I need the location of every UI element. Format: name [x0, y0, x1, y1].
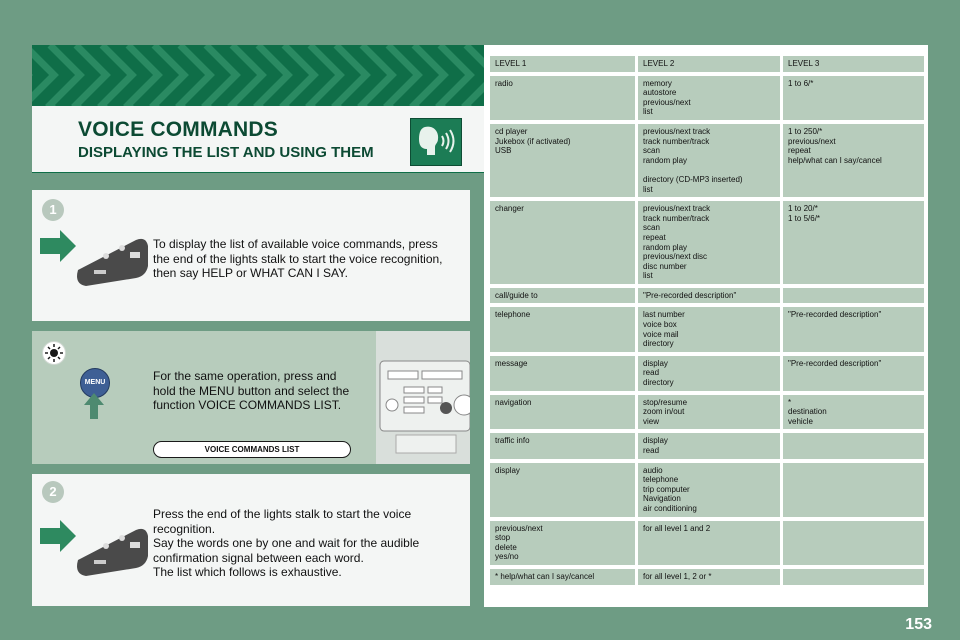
table-cell-level-2: previous/next track track number/track scan repeat random play previous/next disc disc number list: [638, 201, 783, 284]
table-cell-level-2: "Pre-recorded description": [638, 288, 783, 304]
table-cell-level-3: [783, 569, 924, 585]
table-cell-level-2: display read: [638, 433, 783, 458]
voice-speaking-icon: [410, 118, 462, 166]
header-level-2: LEVEL 2: [638, 56, 783, 72]
table-cell-level-2: display read directory: [638, 356, 783, 391]
table-cell-level-1: changer: [490, 201, 638, 284]
table-cell-level-1: previous/next stop delete yes/no: [490, 521, 638, 565]
tip-text: For the same operation, press and hold the MENU button and select the function VOICE COMMANDS LIST.: [153, 369, 350, 412]
tip-panel: [32, 331, 470, 464]
page-number: 153: [905, 616, 932, 633]
header-level-3: LEVEL 3: [783, 56, 924, 72]
table-cell-level-1: radio: [490, 76, 638, 120]
table-cell-level-3: "Pre-recorded description": [783, 307, 924, 351]
header-level-1: LEVEL 1: [490, 56, 638, 72]
lights-stalk-icon: [38, 226, 150, 288]
menu-button-icon: MENU: [80, 368, 110, 398]
table-row: [490, 463, 924, 517]
table-row: [490, 307, 924, 351]
table-cell-level-3: * destination vehicle: [783, 395, 924, 430]
table-row: [490, 395, 924, 430]
table-cell-level-3: [783, 288, 924, 304]
table-cell-level-2: memory autostore previous/next list: [638, 76, 783, 120]
table-header-row: [490, 56, 924, 72]
step2-text: Press the end of the lights stalk to start the voice recognition. Say the words one by one and wait for the audible confirmation signal between each word. The list which follows is exhaustive.: [153, 507, 420, 579]
voice-commands-list-button[interactable]: VOICE COMMANDS LIST: [153, 441, 351, 458]
table-cell-level-3: 1 to 20/* 1 to 5/6/*: [783, 201, 924, 284]
table-cell-level-1: message: [490, 356, 638, 391]
table-cell-level-3: 1 to 250/* previous/next repeat help/what can I say/cancel: [783, 124, 924, 197]
table-cell-level-2: for all level 1 and 2: [638, 521, 783, 565]
table-cell-level-1: cd player Jukebox (if activated) USB: [490, 124, 638, 197]
table-row: [490, 521, 924, 565]
voice-commands-table: [490, 52, 924, 589]
lightbulb-tip-icon: [42, 341, 66, 365]
page-title: VOICE COMMANDS: [78, 118, 278, 141]
table-cell-level-1: display: [490, 463, 638, 517]
table-cell-level-1: telephone: [490, 307, 638, 351]
step1-text: To display the list of available voice commands, press the end of the lights stalk to start the voice recognition, then say HELP or WHAT CAN I SAY.: [153, 237, 443, 280]
voice-commands-table-panel: [484, 45, 928, 607]
step1-badge: 1: [42, 199, 64, 221]
table-cell-level-3: [783, 521, 924, 565]
lights-stalk-icon-2: [38, 516, 150, 578]
table-cell-level-2: previous/next track track number/track scan random play directory (CD-MP3 inserted) list: [638, 124, 783, 197]
table-row: [490, 124, 924, 197]
table-cell-level-3: 1 to 6/*: [783, 76, 924, 120]
step1-panel: [32, 190, 470, 321]
table-cell-level-3: [783, 433, 924, 458]
table-cell-level-3: "Pre-recorded description": [783, 356, 924, 391]
title-band: [32, 106, 484, 172]
table-row: [490, 433, 924, 458]
table-cell-level-2: audio telephone trip computer Navigation air conditioning: [638, 463, 783, 517]
table-cell-level-1: traffic info: [490, 433, 638, 458]
table-row: [490, 569, 924, 585]
table-cell-level-2: last number voice box voice mail directory: [638, 307, 783, 351]
radio-unit-image: [376, 331, 470, 464]
table-row: [490, 76, 924, 120]
table-row: [490, 201, 924, 284]
arrow-up-icon: [84, 393, 104, 419]
table-cell-level-1: call/guide to: [490, 288, 638, 304]
table-cell-level-3: [783, 463, 924, 517]
table-cell-level-2: for all level 1, 2 or *: [638, 569, 783, 585]
table-cell-level-1: navigation: [490, 395, 638, 430]
step2-badge: 2: [42, 481, 64, 503]
table-cell-level-1: * help/what can I say/cancel: [490, 569, 638, 585]
table-row: [490, 288, 924, 304]
table-row: [490, 356, 924, 391]
step2-panel: [32, 474, 470, 606]
page-subtitle: DISPLAYING THE LIST AND USING THEM: [78, 144, 374, 161]
table-cell-level-2: stop/resume zoom in/out view: [638, 395, 783, 430]
